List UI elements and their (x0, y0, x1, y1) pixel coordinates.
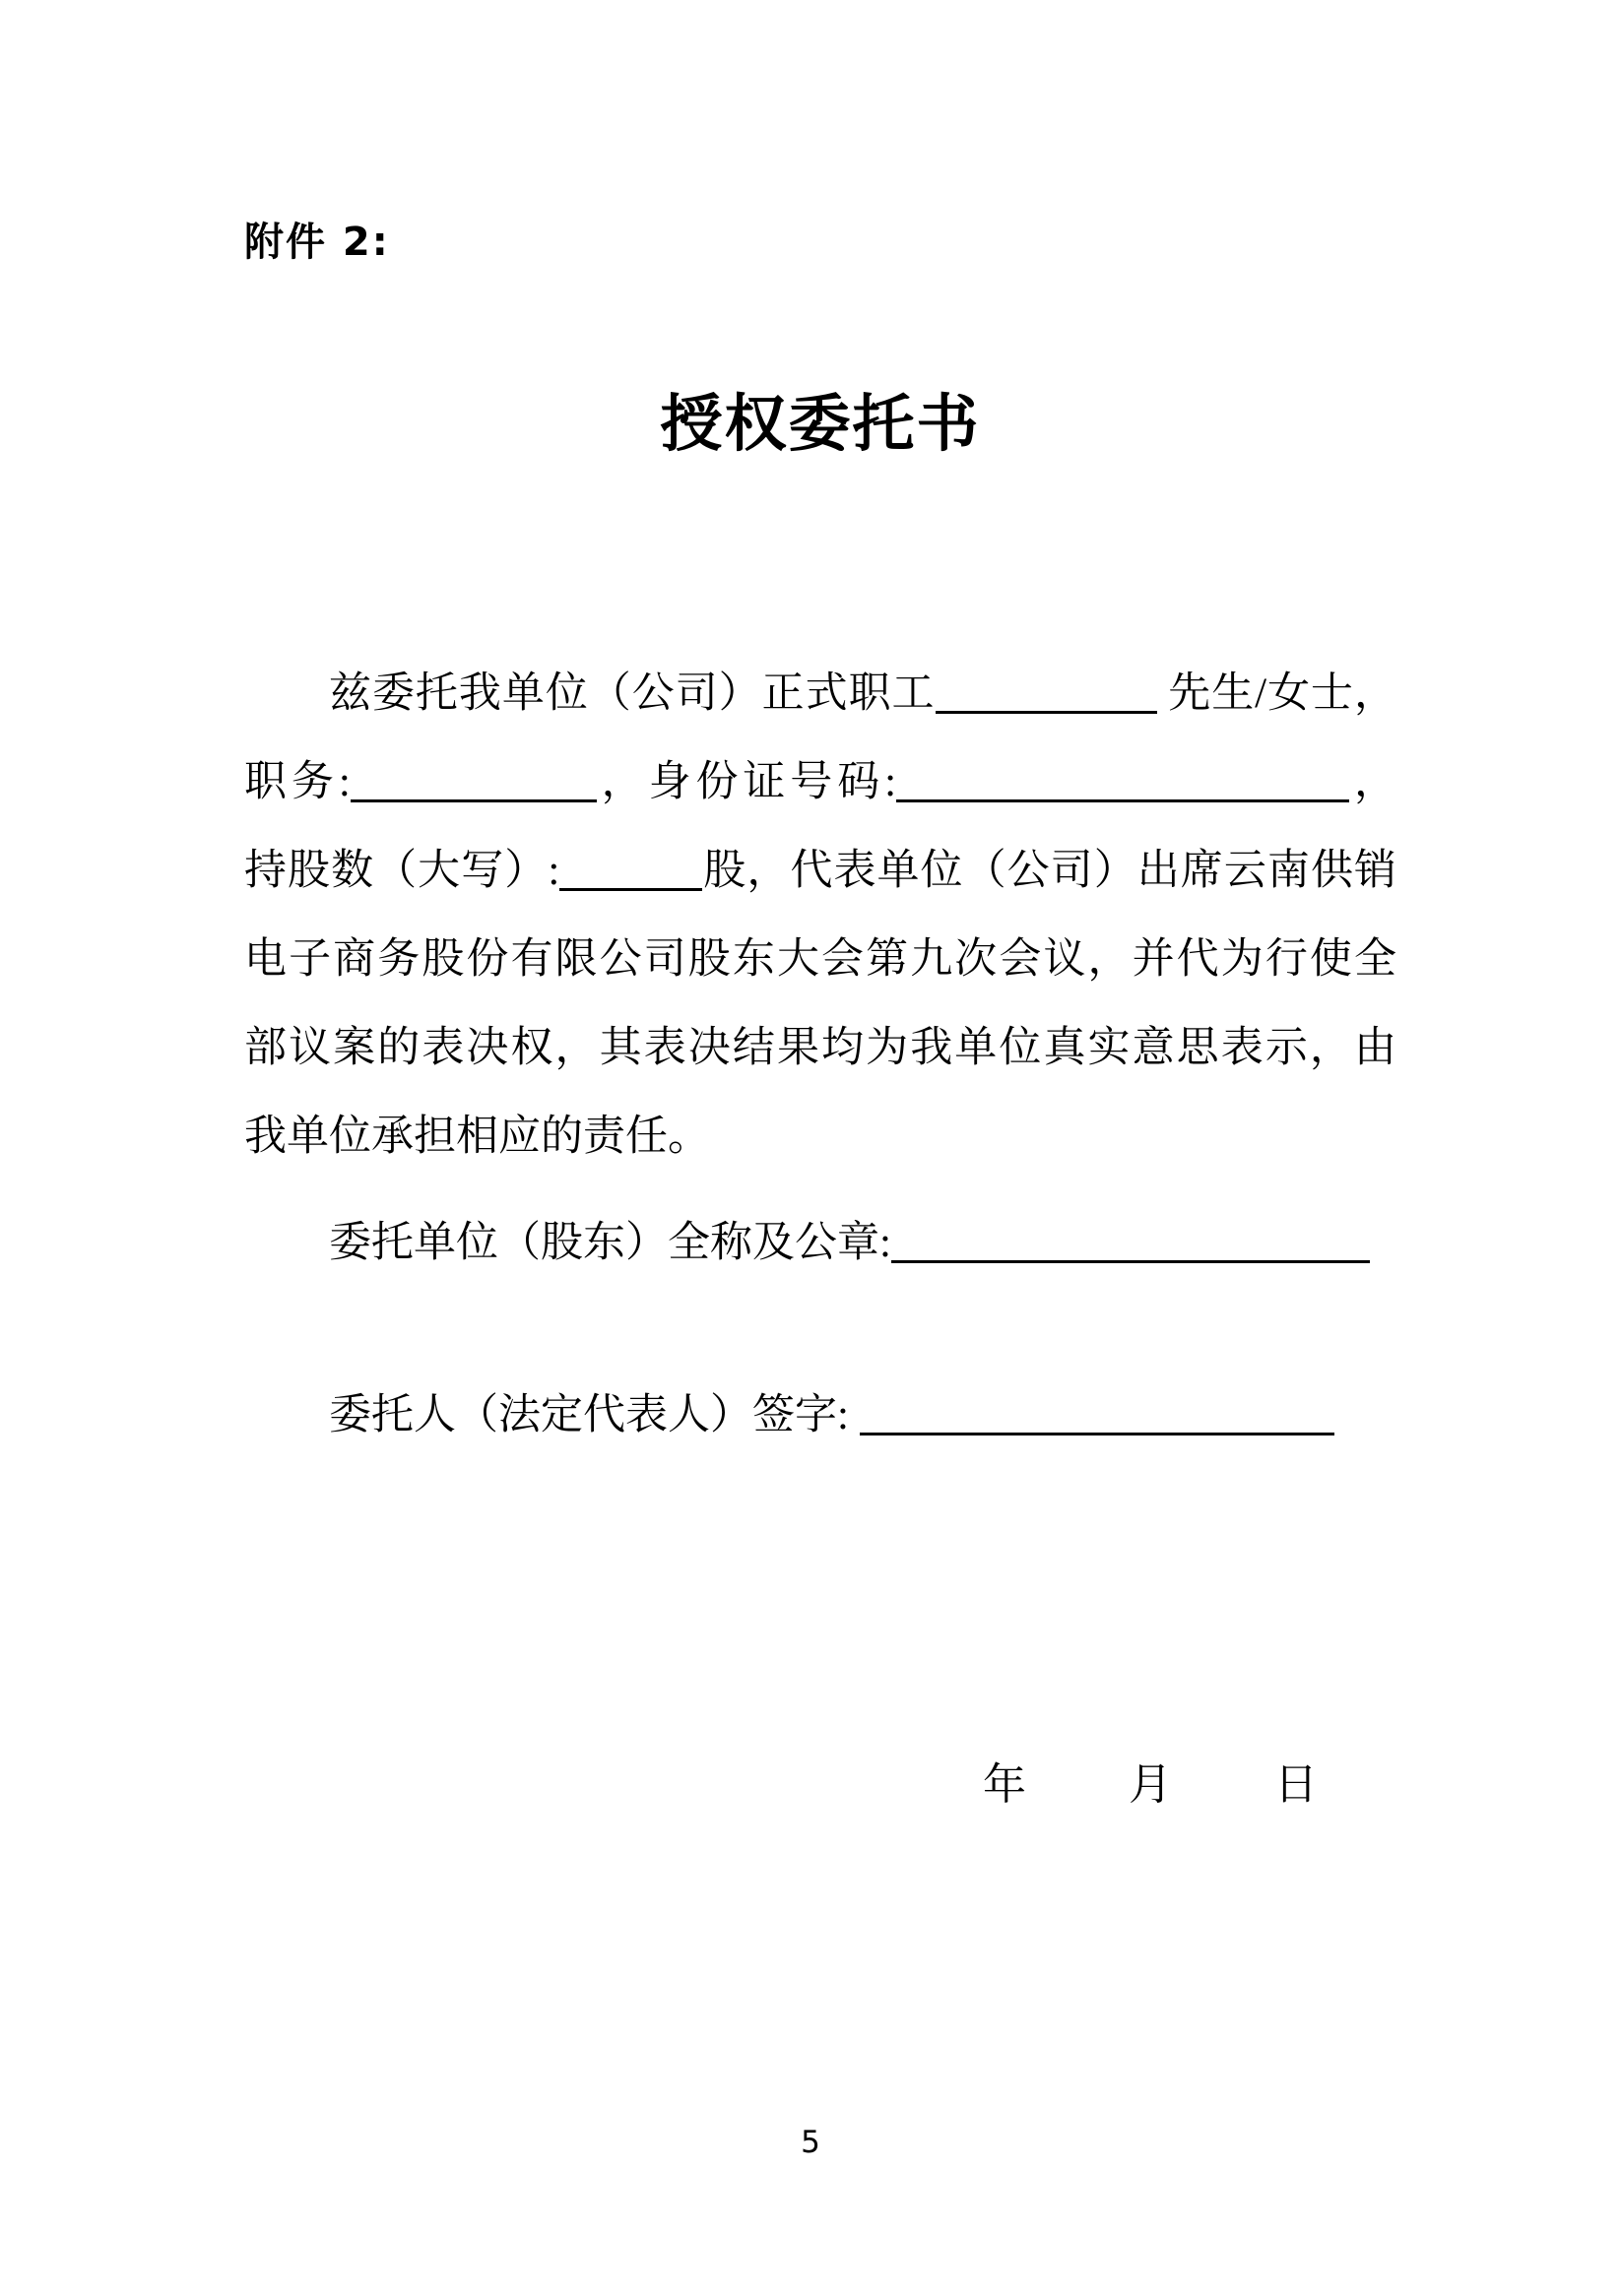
page-number: 5 (801, 2125, 820, 2160)
body-line-1 (244, 650, 1396, 738)
shares-blank (559, 884, 702, 891)
body-line-5 (244, 1004, 1396, 1093)
body-line-5-text: 部议案的表决权，其表决结果均为我单位真实意思表示，由 (244, 1025, 1396, 1071)
date-line (244, 1741, 1396, 1829)
body-line-4-text: 电子商务股份有限公司股东大会第九次会议，并代为行使全 (244, 936, 1396, 983)
body-line-2-suffix: ， (1349, 759, 1396, 805)
signature-blank (860, 1429, 1334, 1435)
attachment-label: 附件 2: (244, 220, 390, 265)
month-label: 月 (1129, 1760, 1172, 1809)
id-number-label: ，身份证号码: (596, 759, 897, 805)
day-label: 日 (1274, 1760, 1318, 1809)
body-line-3 (244, 827, 1396, 916)
position-blank (351, 796, 597, 802)
signature-label: 委托人（法定代表人）签字: (329, 1392, 860, 1438)
unit-seal-line (244, 1199, 1396, 1288)
body-line-6 (244, 1093, 1396, 1181)
body-line-6-text: 我单位承担相应的责任。 (244, 1114, 710, 1160)
shares-label: 持股数（大写）: (244, 848, 560, 894)
body-line-1-suffix: 先生/女士， (1156, 670, 1397, 717)
employee-name-blank (936, 707, 1157, 714)
document-title: 授权委托书 (660, 390, 981, 459)
unit-seal-label: 委托单位（股东）全称及公章: (329, 1220, 891, 1266)
id-number-blank (896, 796, 1349, 802)
body-line-4 (244, 916, 1396, 1004)
year-label: 年 (983, 1760, 1026, 1809)
body-line-1-text: 兹委托我单位（公司）正式职工 (329, 670, 936, 717)
body-paragraph (244, 650, 1396, 1181)
document-content (244, 0, 1396, 1829)
position-label: 职务: (244, 759, 351, 805)
signature-line (244, 1371, 1396, 1460)
unit-seal-blank (891, 1256, 1370, 1263)
body-line-2 (244, 738, 1396, 827)
body-line-3-suffix: 股，代表单位（公司）出席云南供销 (702, 848, 1396, 894)
